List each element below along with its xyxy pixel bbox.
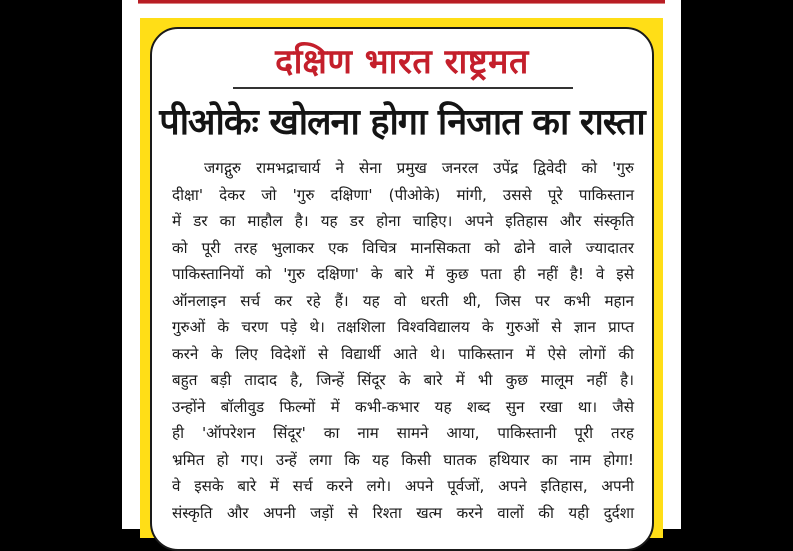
article-line: भ्रमित हो गए। उन्हें लगा कि यह किसी घातक हथियार का नाम होगा! [172, 450, 634, 469]
newspaper-page [122, 0, 681, 529]
article-line: उन्होंने बॉलीवुड फिल्मों में कभी-कभार यह शब्द सुन रखा था। जैसे [172, 397, 634, 416]
article-line: दीक्षा' देकर जो 'गुरु दक्षिणा' (पीओके) मांगी, उससे पूरे पाकिस्तान [172, 185, 634, 204]
masthead-divider [233, 87, 573, 89]
article-box [150, 27, 654, 551]
article-line: गुरुओं के चरण पड़े थे। तक्षशिला विश्वविद्यालय के गुरुओं से ज्ञान प्राप्त [172, 318, 634, 336]
article-line: पाकिस्तानियों को 'गुरु दक्षिणा' के बारे में कुछ पता ही नहीं है! वे इसे [172, 265, 634, 283]
top-rule [138, 0, 665, 4]
article-line: वे इसके बारे में सर्च करने लगे। अपने पूर्वजों, अपने इतिहास, अपनी [172, 477, 634, 495]
masthead-title: दक्षिण भारत राष्ट्रमत [275, 42, 529, 82]
article-line: को पूरी तरह भुलाकर एक विचित्र मानसिकता को ढोने वाले ज्यादातर [172, 238, 634, 257]
article-line: ऑनलाइन सर्च कर रहे हैं। यह वो धरती थी, जिस पर कभी महान [172, 291, 634, 310]
article-line: में डर का माहौल है। यह डर होना चाहिए। अपने इतिहास और संस्कृति [172, 212, 634, 230]
article-line: बहुत बड़ी तादाद है, जिन्हें सिंदूर के बारे में भी कुछ मालूम नहीं है। [172, 371, 634, 389]
article-headline: पीओकेः खोलना होगा निजात का रास्ता [159, 102, 645, 143]
article-line: संस्कृति और अपनी जड़ों से रिश्ता खत्म करने वालों की यही दुर्दशा [172, 503, 634, 522]
article-line: करने के लिए विदेशों से विद्यार्थी आते थे। पाकिस्तान में ऐसे लोगों की [172, 344, 634, 363]
article-body [172, 155, 634, 526]
article-line: जगद्गुरु रामभद्राचार्य ने सेना प्रमुख जनरल उपेंद्र द्विवेदी को 'गुरु [204, 159, 634, 177]
article-line: ही 'ऑपरेशन सिंदूर' का नाम सामने आया, पाकिस्तानी पूरी तरह [172, 424, 634, 442]
